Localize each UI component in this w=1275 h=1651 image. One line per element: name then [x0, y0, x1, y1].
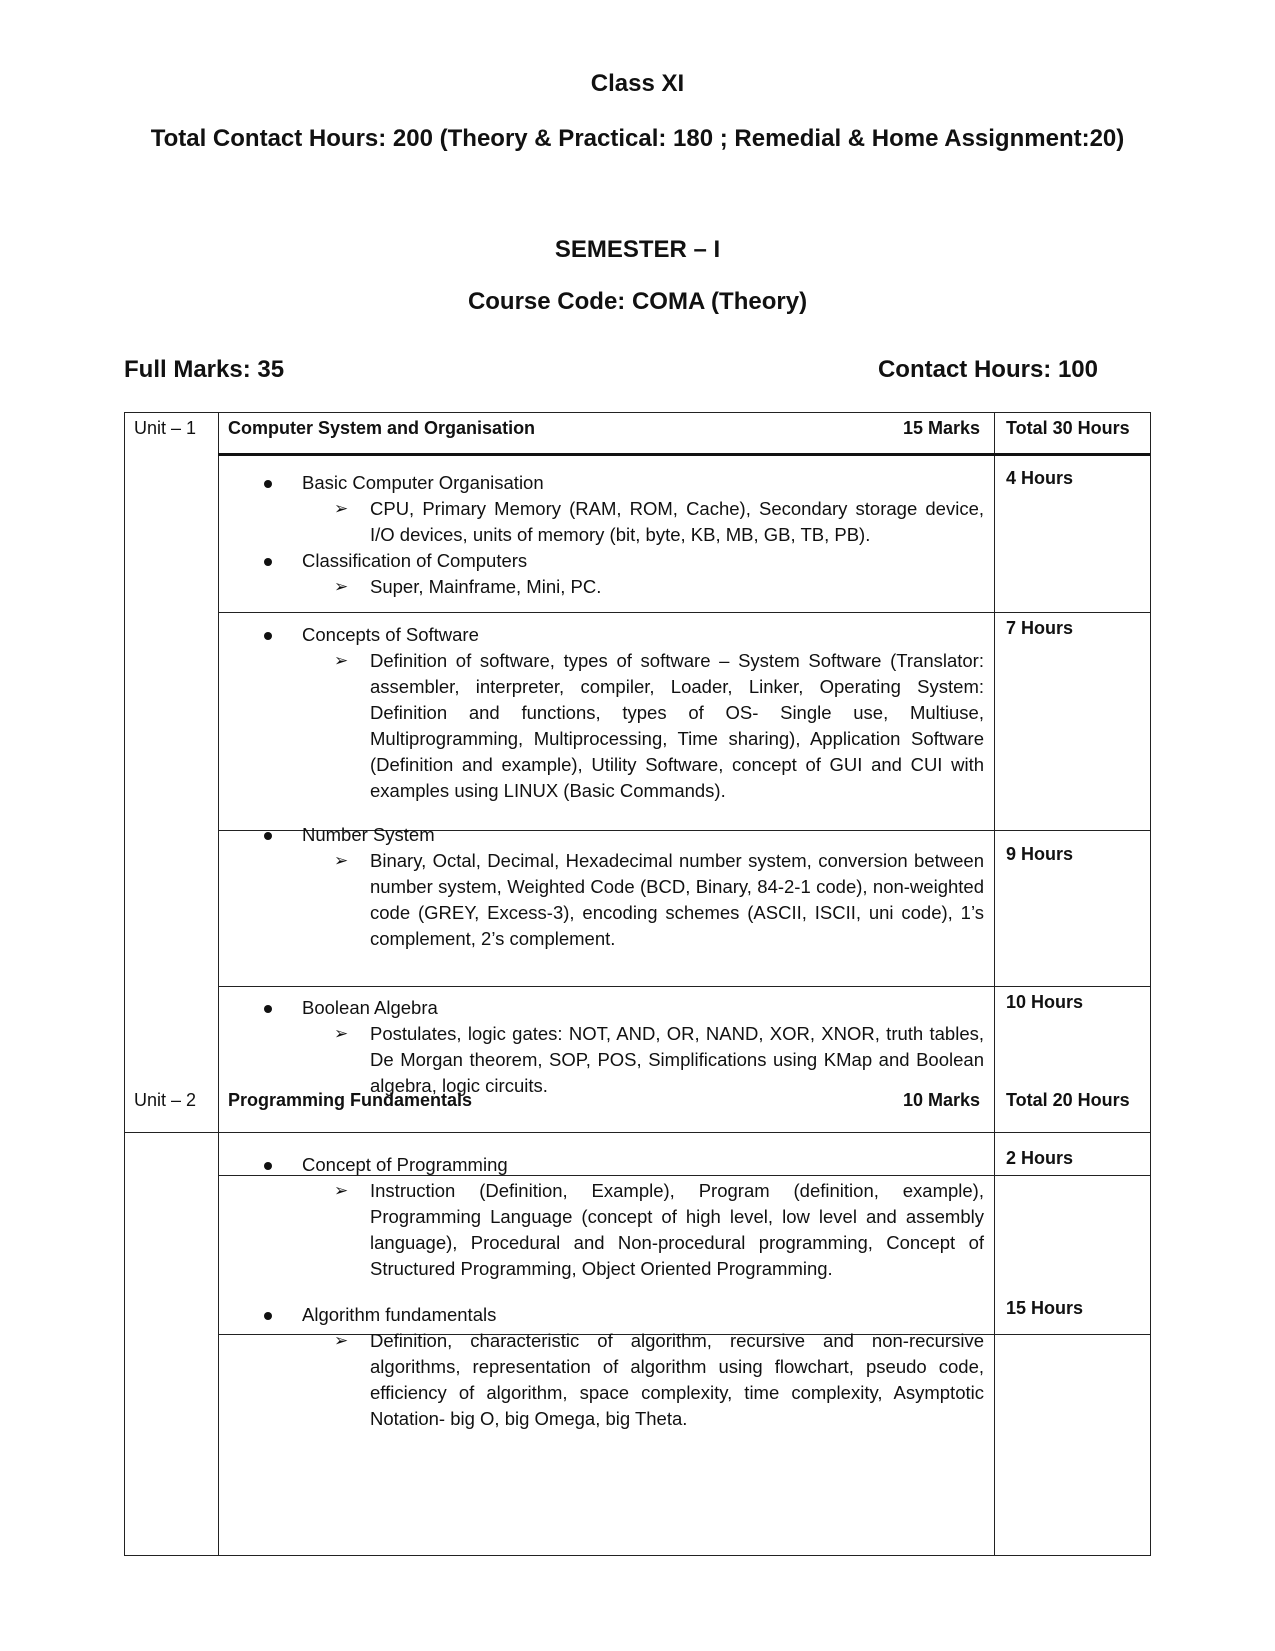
- topic-bullet: Basic Computer Organisation: [264, 470, 984, 496]
- topic-subitem: [334, 1178, 984, 1282]
- course-code: Course Code: COMA (Theory): [467, 288, 808, 315]
- topic-bullet: Concept of Programming: [264, 1152, 984, 1178]
- topic-subitem: [334, 1328, 984, 1432]
- semester-title: SEMESTER – I: [554, 236, 721, 263]
- marks-line: [124, 356, 1098, 384]
- topic-bullet: Number System: [264, 822, 984, 848]
- topic-detail: Instruction (Definition, Example), Program (definition, example), Programming Language (concept of high level, low level and assembly language), Procedural and Non-procedural programming, Concept of Structured Programming, Object Oriented Programming.: [370, 1180, 984, 1279]
- arrow-bullet-icon: ➢: [334, 577, 349, 596]
- topic-bullet: Classification of Computers: [264, 548, 984, 574]
- class-title: Class XI: [590, 70, 685, 97]
- arrow-bullet-icon: ➢: [334, 851, 349, 870]
- topic-detail: Super, Mainframe, Mini, PC.: [370, 576, 602, 597]
- topic-subitem: [334, 848, 984, 952]
- topic-subitem: [334, 648, 984, 804]
- unit-1-marks: 15 Marks: [902, 418, 980, 438]
- topic-hours: 15 Hours: [1006, 1298, 1084, 1318]
- unit-2-total-hours: Total 20 Hours: [1006, 1090, 1130, 1110]
- topic-detail: CPU, Primary Memory (RAM, ROM, Cache), Secondary storage device, I/O devices, units of memory (bit, byte, KB, MB, GB, TB, PB).: [370, 498, 984, 545]
- topic-bullet: Algorithm fundamentals: [264, 1302, 984, 1328]
- total-contact-hours: Total Contact Hours: 200 (Theory & Practical: 180 ; Remedial & Home Assignment:20): [150, 125, 1125, 152]
- unit-1-label: Unit – 1: [134, 418, 197, 438]
- syllabus-table: [124, 412, 1150, 1556]
- contact-hours: Contact Hours: 100: [877, 356, 1098, 383]
- topic-hours: 9 Hours: [1006, 844, 1074, 864]
- topic-hours: 7 Hours: [1006, 618, 1074, 638]
- topic-cell: [264, 470, 984, 600]
- topic-detail: Postulates, logic gates: NOT, AND, OR, NAND, XOR, XNOR, truth tables, De Morgan theorem, SOP, POS, Simplifications using KMap and Boolean algebra, logic circuits.: [370, 1023, 984, 1096]
- topic-hours: 10 Hours: [1006, 992, 1084, 1012]
- topic-bullet: Boolean Algebra: [264, 995, 984, 1021]
- topic-detail: Definition of software, types of software – System Software (Translator: assembler, interpreter, compiler, Loader, Linker, Operating System: Definition and functions, types of OS- Single use, Multiuse, Multiprogramming, Multiprocessing, Time sharing), Application Software (Definition and example), Utility Software, concept of GUI and CUI with examples using LINUX (Basic Commands).: [370, 650, 984, 801]
- arrow-bullet-icon: ➢: [334, 1331, 349, 1350]
- unit-1-total-hours: Total 30 Hours: [1006, 418, 1130, 438]
- topic-bullet: Concepts of Software: [264, 622, 984, 648]
- unit-1-title: Computer System and Organisation: [228, 418, 536, 438]
- topic-detail: Definition, characteristic of algorithm, recursive and non-recursive algorithms, representation of algorithm using flowchart, pseudo code, efficiency of algorithm, space complexity, time complexity, Asymptotic Notation- big O, big Omega, big Theta.: [370, 1330, 984, 1429]
- arrow-bullet-icon: ➢: [334, 651, 349, 670]
- topic-cell: [264, 1152, 984, 1282]
- topic-detail: Binary, Octal, Decimal, Hexadecimal number system, conversion between number system, Weighted Code (BCD, Binary, 84-2-1 code), non-weighted code (GREY, Excess-3), encoding schemes (ASCII, ISCII, uni code), 1’s complement, 2’s complement.: [370, 850, 984, 949]
- topic-hours: 2 Hours: [1006, 1148, 1074, 1168]
- topic-subitem: [334, 496, 984, 548]
- arrow-bullet-icon: ➢: [334, 1024, 349, 1043]
- topic-subitem: [334, 574, 984, 600]
- arrow-bullet-icon: ➢: [334, 499, 349, 518]
- topic-hours: 4 Hours: [1006, 468, 1074, 488]
- arrow-bullet-icon: ➢: [334, 1181, 349, 1200]
- topic-cell: [264, 995, 984, 1099]
- topic-subitem: [334, 1021, 984, 1099]
- unit-2-title: Programming Fundamentals: [228, 1090, 473, 1110]
- unit-2-marks: 10 Marks: [902, 1090, 980, 1110]
- topic-cell: [264, 822, 984, 952]
- topic-cell: [264, 622, 984, 804]
- full-marks: Full Marks: 35: [124, 356, 285, 383]
- unit-2-label: Unit – 2: [134, 1090, 197, 1110]
- topic-cell: [264, 1302, 984, 1432]
